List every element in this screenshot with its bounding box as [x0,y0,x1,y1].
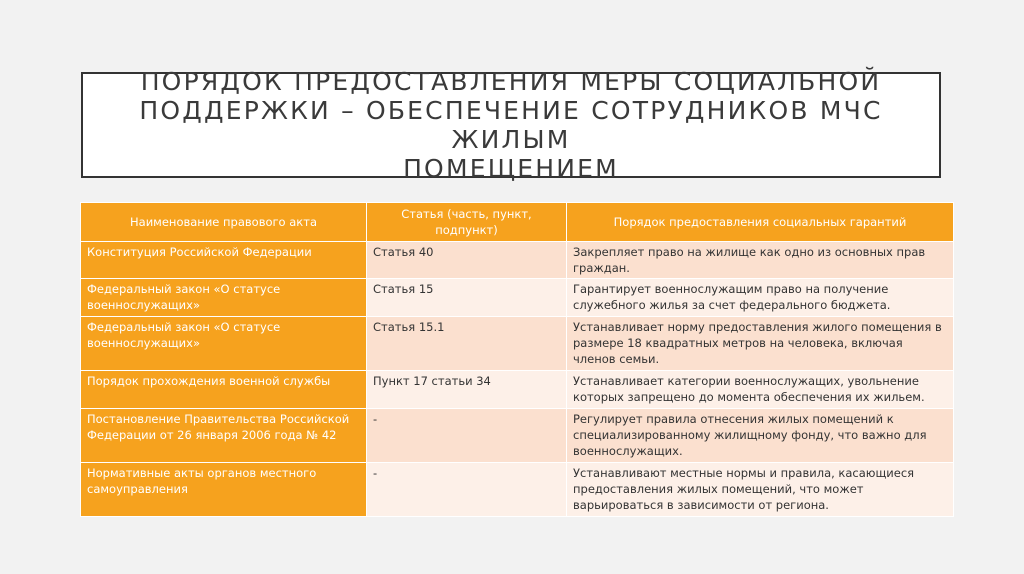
slide-title: ПОРЯДОК ПРЕДОСТАВЛЕНИЯ МЕРЫ СОЦИАЛЬНОЙ ПОДДЕРЖКИ – ОБЕСПЕЧЕНИЕ СОТРУДНИКОВ МЧС ЖИЛЫМ ПОМЕЩЕНИЕМ [139,67,883,183]
article-cell: Статья 40 [367,242,567,279]
article-cell: - [367,409,567,463]
header-article: Статья (часть, пункт, подпункт) [367,203,567,242]
header-procedure: Порядок предоставления социальных гарантий [567,203,954,242]
table-row [81,463,954,517]
table-row [81,242,954,279]
header-act-name: Наименование правового акта [81,203,367,242]
description-cell: Устанавливает категории военнослужащих, увольнение которых запрещено до момента обеспечения их жильем. [567,371,954,409]
description-cell: Закрепляет право на жилище как одно из основных прав граждан. [567,242,954,279]
description-cell: Регулирует правила отнесения жилых помещений к специализированному жилищному фонду, что важно для военнослужащих. [567,409,954,463]
article-cell: Пункт 17 статьи 34 [367,371,567,409]
table-header-row [81,203,954,242]
table-row [81,371,954,409]
act-cell: Федеральный закон «О статусе военнослужащих» [81,317,367,371]
legal-acts-table [80,202,954,517]
act-cell: Порядок прохождения военной службы [81,371,367,409]
act-cell: Нормативные акты органов местного самоуправления [81,463,367,517]
description-cell: Гарантирует военнослужащим право на получение служебного жилья за счет федерального бюджета. [567,279,954,317]
act-cell: Конституция Российской Федерации [81,242,367,279]
article-cell: Статья 15 [367,279,567,317]
act-cell: Постановление Правительства Российской Федерации от 26 января 2006 года № 42 [81,409,367,463]
description-cell: Устанавливает норму предоставления жилого помещения в размере 18 квадратных метров на человека, включая членов семьи. [567,317,954,371]
description-cell: Устанавливают местные нормы и правила, касающиеся предоставления жилых помещений, что может варьироваться в зависимости от региона. [567,463,954,517]
table-row [81,409,954,463]
title-box [81,67,941,183]
article-cell: Статья 15.1 [367,317,567,371]
table-row [81,279,954,317]
table-row [81,317,954,371]
article-cell: - [367,463,567,517]
act-cell: Федеральный закон «О статусе военнослужащих» [81,279,367,317]
